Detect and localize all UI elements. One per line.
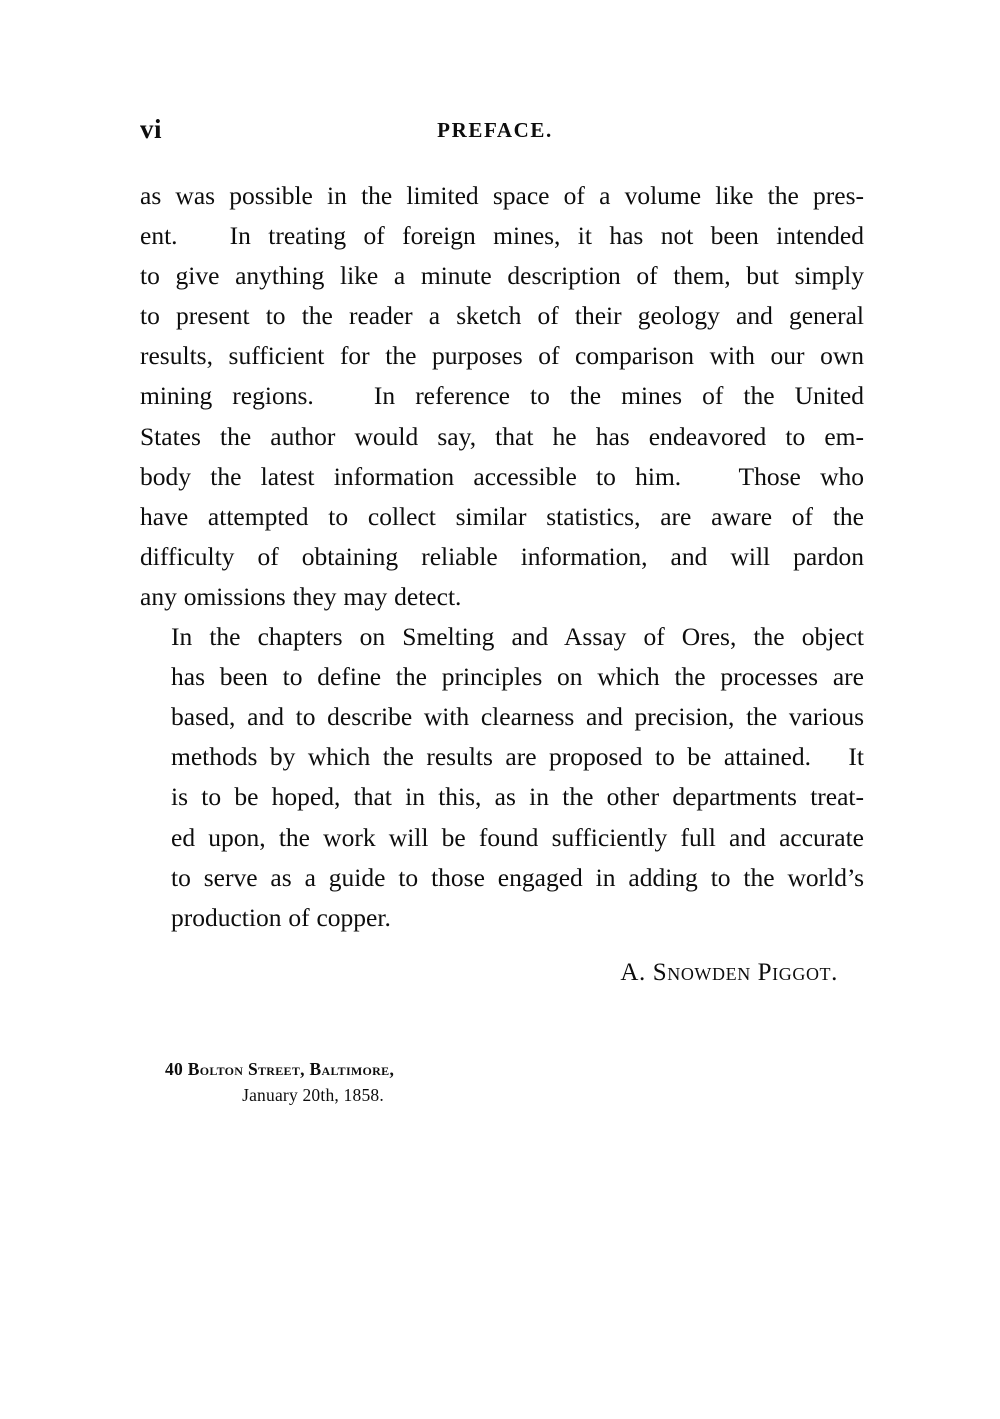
text-line: have attempted to collect similar statistics, are aware of the	[140, 501, 864, 531]
text-line: methods by which the results are proposed to be attained. It	[171, 742, 864, 772]
paragraph-1	[140, 176, 864, 617]
text-line: States the author would say, that he has endeavored to em-	[140, 421, 864, 451]
text-line: ent. In treating of foreign mines, it has not been intended	[140, 221, 864, 251]
text-line: difficulty of obtaining reliable information, and will pardon	[140, 541, 864, 571]
page-number: vi	[140, 114, 163, 144]
text-line: to serve as a guide to those engaged in adding to the world’s	[171, 862, 864, 892]
text-line: body the latest information accessible to him. Those who	[140, 461, 864, 491]
body-text	[140, 176, 864, 938]
text-line: has been to define the principles on which the processes are	[171, 662, 864, 692]
text-line: to present to the reader a sketch of their geology and general	[140, 301, 864, 331]
author-signature	[140, 955, 862, 991]
text-line: based, and to describe with clearness and precision, the various	[171, 702, 864, 732]
colophon-block	[165, 1056, 495, 1108]
text-line: is to be hoped, that in this, as in the other departments treat-	[171, 782, 864, 812]
text-line: results, sufficient for the purposes of comparison with our own	[140, 341, 864, 371]
text-line: mining regions. In reference to the mines of the United	[140, 381, 864, 411]
running-head	[140, 112, 862, 146]
text-line: In the chapters on Smelting and Assay of Ores, the object	[171, 622, 864, 652]
running-head-title: PREFACE.	[437, 118, 553, 142]
colophon-date: January 20th, 1858.	[242, 1085, 384, 1105]
text-line: production of copper.	[171, 902, 391, 932]
paragraph-2	[140, 617, 864, 938]
text-line: as was possible in the limited space of a volume like the pres-	[140, 181, 864, 210]
text-line: to give anything like a minute description of them, but simply	[140, 261, 864, 291]
colophon-address: 40 Bolton Street, Baltimore,	[165, 1059, 395, 1079]
text-line: ed upon, the work will be found sufficiently full and accurate	[171, 822, 864, 852]
author-name: A. Snowden Piggot.	[620, 959, 838, 986]
text-line: any omissions they may detect.	[140, 581, 462, 611]
